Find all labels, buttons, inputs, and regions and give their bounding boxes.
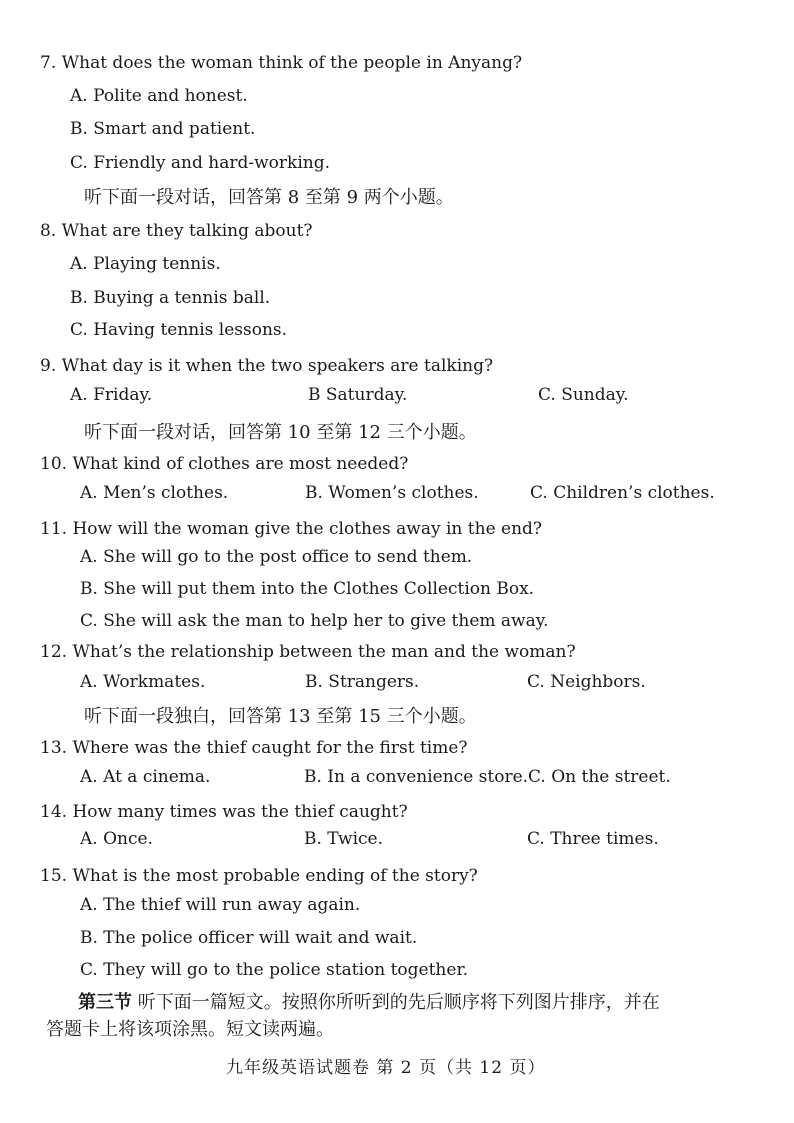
- question-number: 8.: [40, 221, 57, 241]
- question-text: What is the most probable ending of the story?: [72, 866, 478, 886]
- question-8: [40, 220, 313, 242]
- question-number: 9.: [40, 356, 57, 376]
- question-number: 11.: [40, 519, 68, 539]
- options-10: [0, 483, 794, 507]
- option-7b: B. Smart and patient.: [70, 119, 256, 139]
- question-number: 7.: [40, 53, 57, 73]
- question-13: [40, 737, 468, 759]
- options-13: [0, 767, 794, 791]
- question-number: 13.: [40, 738, 68, 758]
- option-14a: A. Once.: [80, 829, 153, 849]
- question-text: What are they talking about?: [61, 221, 313, 241]
- instruction-13-15: 听下面一段独白，回答第 13 至第 15 三个小题。: [84, 706, 477, 727]
- option-11b: B. She will put them into the Clothes Collection Box.: [80, 579, 535, 599]
- option-13c: C. On the street.: [528, 767, 671, 787]
- option-10b: B. Women’s clothes.: [305, 483, 479, 503]
- option-15c: C. They will go to the police station together.: [80, 960, 469, 980]
- question-10: [40, 453, 408, 475]
- section3-line1: 听下面一篇短文。按照你所听到的先后顺序将下列图片排序，并在: [132, 992, 660, 1013]
- option-9c: C. Sunday.: [538, 385, 629, 405]
- option-10c: C. Children’s clothes.: [530, 483, 715, 503]
- option-11a: A. She will go to the post office to send them.: [80, 547, 473, 567]
- option-14b: B. Twice.: [304, 829, 384, 849]
- option-11c: C. She will ask the man to help her to give them away.: [80, 611, 549, 631]
- option-9a: A. Friday.: [70, 385, 153, 405]
- option-10a: A. Men’s clothes.: [80, 483, 229, 503]
- option-12b: B. Strangers.: [305, 672, 420, 692]
- question-text: What’s the relationship between the man and the woman?: [72, 642, 576, 662]
- option-14c: C. Three times.: [527, 829, 659, 849]
- option-8c: C. Having tennis lessons.: [70, 320, 288, 340]
- question-text: What day is it when the two speakers are talking?: [61, 356, 494, 376]
- options-9: [0, 385, 794, 409]
- question-text: How will the woman give the clothes away in the end?: [72, 519, 543, 539]
- option-8b: B. Buying a tennis ball.: [70, 288, 271, 308]
- option-15b: B. The police officer will wait and wait.: [80, 928, 418, 948]
- question-15: [40, 865, 478, 887]
- instruction-8-9: 听下面一段对话，回答第 8 至第 9 两个小题。: [84, 187, 454, 208]
- options-14: [0, 829, 794, 853]
- option-15a: A. The thief will run away again.: [80, 895, 361, 915]
- question-number: 12.: [40, 642, 68, 662]
- question-text: Where was the thief caught for the first time?: [72, 738, 468, 758]
- option-12a: A. Workmates.: [80, 672, 206, 692]
- option-9b: B Saturday.: [308, 385, 408, 405]
- options-12: [0, 672, 794, 696]
- question-14: [40, 801, 408, 823]
- question-text: How many times was the thief caught?: [72, 802, 408, 822]
- section3-label: 第三节: [78, 992, 132, 1013]
- question-number: 10.: [40, 454, 68, 474]
- option-7c: C. Friendly and hard-working.: [70, 153, 330, 173]
- section3-line2: 答题卡上将该项涂黑。短文读两遍。: [46, 1019, 334, 1040]
- question-text: What does the woman think of the people in Anyang?: [61, 53, 523, 73]
- question-12: [40, 641, 576, 663]
- question-text: What kind of clothes are most needed?: [72, 454, 409, 474]
- question-7: [40, 52, 522, 74]
- section3-instruction: [78, 992, 660, 1014]
- option-13a: A. At a cinema.: [80, 767, 211, 787]
- option-7a: A. Polite and honest.: [70, 86, 248, 106]
- question-11: [40, 518, 542, 540]
- question-number: 15.: [40, 866, 68, 886]
- page-footer: 九年级英语试题卷 第 2 页（共 12 页）: [226, 1058, 546, 1078]
- question-number: 14.: [40, 802, 68, 822]
- option-13b: B. In a convenience store.: [304, 767, 529, 787]
- instruction-10-12: 听下面一段对话，回答第 10 至第 12 三个小题。: [84, 422, 477, 443]
- option-12c: C. Neighbors.: [527, 672, 646, 692]
- option-8a: A. Playing tennis.: [70, 254, 221, 274]
- question-9: [40, 355, 493, 377]
